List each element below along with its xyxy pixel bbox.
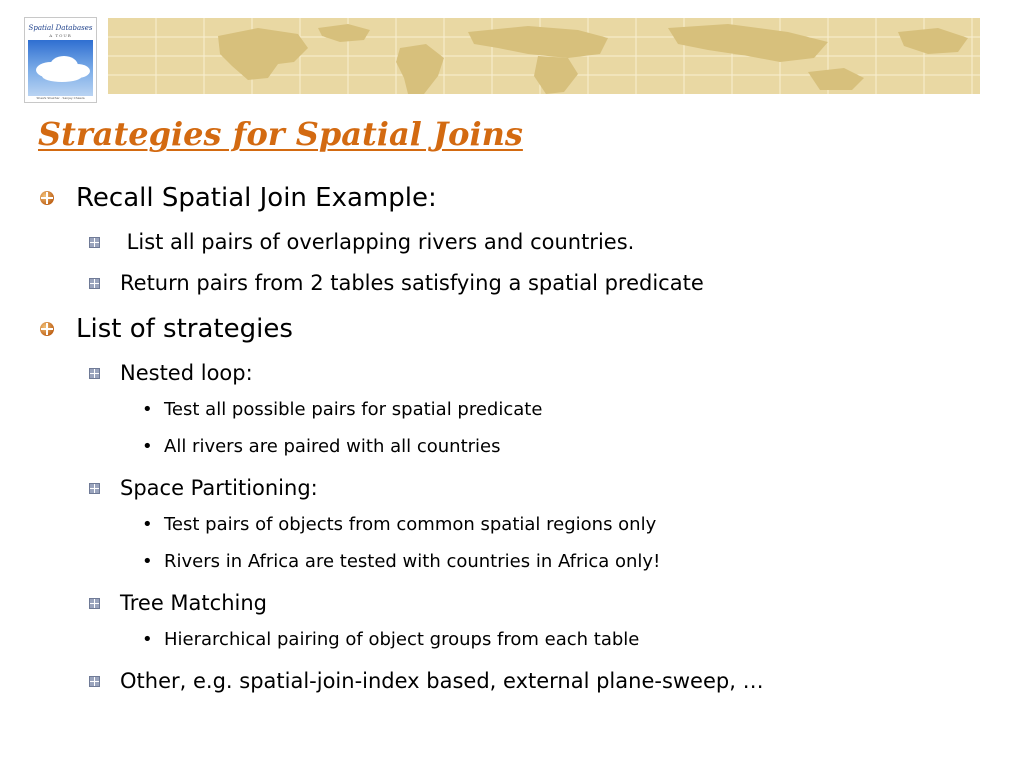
- bullet-text: Hierarchical pairing of object groups from each table: [164, 629, 640, 650]
- bullet-list-of-strategies: [76, 312, 293, 346]
- bullet-text: List of strategies: [76, 314, 293, 344]
- bullet-test-all-possible-pairs: [142, 398, 543, 422]
- bullet-dot: •: [142, 514, 153, 535]
- bullet-text: Test all possible pairs for spatial predicate: [164, 399, 543, 420]
- bullet-icon: [40, 191, 54, 205]
- bullet-icon: [89, 483, 100, 494]
- bullet-text: List all pairs of overlapping rivers and countries.: [120, 230, 635, 254]
- book-cover-title: Spatial Databases: [28, 24, 93, 32]
- bullet-list-overlapping-pairs: [120, 228, 634, 256]
- bullet-text: Nested loop:: [120, 361, 253, 385]
- bullet-icon: [40, 322, 54, 336]
- bullet-text: Space Partitioning:: [120, 476, 318, 500]
- bullet-other-strategies: [120, 667, 764, 695]
- bullet-text: Other, e.g. spatial-join-index based, external plane-sweep, …: [120, 669, 764, 693]
- bullet-dot: •: [142, 399, 153, 420]
- slide-title: Strategies for Spatial Joins: [38, 115, 523, 153]
- bullet-dot: •: [142, 551, 153, 572]
- book-cover-image: [24, 17, 97, 103]
- bullet-icon: [89, 598, 100, 609]
- bullet-icon: [89, 368, 100, 379]
- bullet-recall-spatial-join-example: [76, 181, 437, 215]
- bullet-icon: [89, 237, 100, 248]
- bullet-text: Return pairs from 2 tables satisfying a spatial predicate: [120, 271, 704, 295]
- bullet-text: Rivers in Africa are tested with countries in Africa only!: [164, 551, 661, 572]
- world-map-banner: [108, 18, 980, 94]
- book-cover-authors: Shashi Shekhar · Sanjay Chawla: [36, 96, 85, 100]
- bullet-icon: [89, 278, 100, 289]
- bullet-tree-matching: [120, 589, 267, 617]
- bullet-return-pairs: [120, 269, 704, 297]
- bullet-dot: •: [142, 436, 153, 457]
- bullet-text: All rivers are paired with all countries: [164, 436, 501, 457]
- bullet-hierarchical-pairing: [142, 628, 640, 652]
- bullet-text: Test pairs of objects from common spatial regions only: [164, 514, 657, 535]
- bullet-icon: [89, 676, 100, 687]
- world-map-graphic: [108, 18, 980, 94]
- bullet-nested-loop: [120, 359, 253, 387]
- book-cover-sky: [28, 40, 93, 96]
- bullet-all-rivers-paired: [142, 435, 501, 459]
- bullet-space-partitioning: [120, 474, 318, 502]
- bullet-text: Recall Spatial Join Example:: [76, 183, 437, 213]
- bullet-dot: •: [142, 629, 153, 650]
- bullet-test-pairs-common-regions: [142, 513, 657, 537]
- bullet-rivers-in-africa: [142, 550, 661, 574]
- book-cover-subtitle: A TOUR: [49, 33, 72, 38]
- bullet-text: Tree Matching: [120, 591, 267, 615]
